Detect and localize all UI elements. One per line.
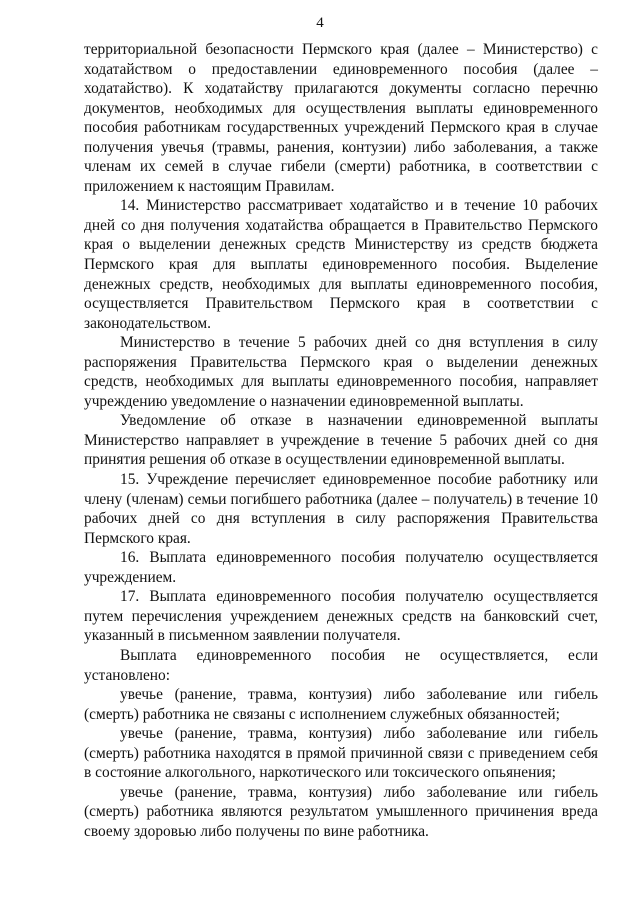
paragraph-exclusion-3: увечье (ранение, травма, контузия) либо заболевание или гибель (смерть) работника являются результатом умышленного причинения вреда своему здоровью либо получены по вине работника. — [84, 783, 598, 840]
paragraph-item-16: 16. Выплата единовременного пособия получателю осуществляется учреждением. — [84, 549, 598, 586]
paragraph-item-15: 15. Учреждение перечисляет единовременное пособие работнику или члену (членам) семьи погибшего работника (далее – получатель) в течение 10 рабочих дней со дня вступления в силу распоряжения Правительства Пермского края. — [84, 471, 598, 547]
document-body — [84, 40, 598, 841]
paragraph-refusal-notice: Уведомление об отказе в назначении единовременной выплаты Министерство направляет в учреждение в течение 5 рабочих дней со дня принятия решения об отказе в осуществлении единовременной выплаты. — [84, 412, 598, 469]
paragraph-item-14: 14. Министерство рассматривает ходатайство и в течение 10 рабочих дней со дня получения ходатайства обращается в Правительство Пермского края о выделении денежных средств Министерству из средств бюджета Пермского края для выплаты единовременного пособия. Выделение денежных средств, необходимых для выплаты единовременного пособия, осуществляется Правительством Пермского края в соответствии с законодательством. — [84, 197, 598, 332]
paragraph-exclusion-1: увечье (ранение, травма, контузия) либо заболевание или гибель (смерть) работника не связаны с исполнением служебных обязанностей; — [84, 686, 598, 723]
paragraph-notification: Министерство в течение 5 рабочих дней со дня вступления в силу распоряжения Правительства Пермского края о выделении денежных средств, необходимых для выплаты единовременного пособия, направляет учреждению уведомление о назначении единовременной выплаты. — [84, 334, 598, 410]
paragraph-continuation: территориальной безопасности Пермского края (далее – Министерство) с ходатайством о предоставлении единовременного пособия (далее – ходатайство). К ходатайству прилагаются документы согласно перечню документов, необходимых для осуществления выплаты единовременного пособия работникам государственных учреждений Пермского края в случае получения увечья (травмы, ранения, контузии) либо заболевания, а также членам их семей в случае гибели (смерти) работника, в соответствии с приложением к настоящим Правилам. — [84, 41, 598, 195]
paragraph-item-17: 17. Выплата единовременного пособия получателю осуществляется путем перечисления учреждением денежных средств на банковский счет, указанный в письменном заявлении получателя. — [84, 588, 598, 645]
paragraph-exclusion-2: увечье (ранение, травма, контузия) либо заболевание или гибель (смерть) работника находятся в прямой причинной связи с приведением себя в состояние алкогольного, наркотического или токсического опьянения; — [84, 725, 598, 782]
page-number: 4 — [316, 15, 324, 31]
paragraph-exclusions-intro: Выплата единовременного пособия не осуществляется, если установлено: — [84, 646, 598, 684]
